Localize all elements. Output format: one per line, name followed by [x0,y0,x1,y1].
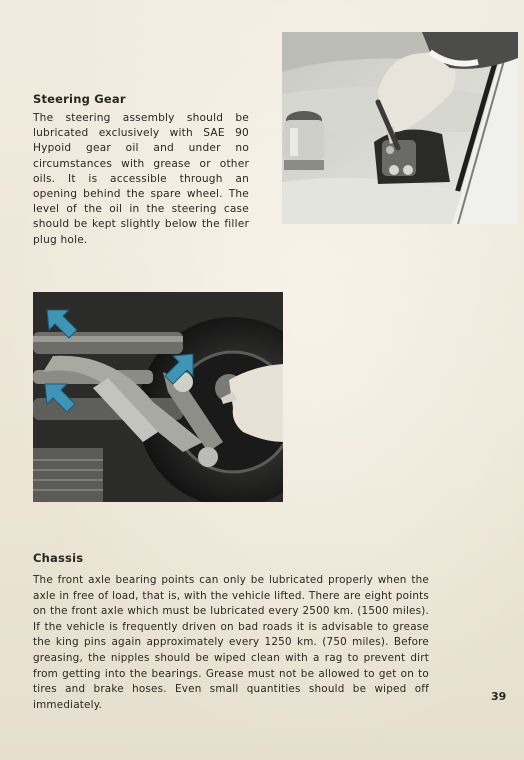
page-number: 39 [491,690,507,703]
steering-gear-paragraph: The steering assembly should be lubricated exclusively with SAE 90 Hypoid gear oil and under no circumstances with grease or other oils. It is accessible through an opening behind the spare wheel. The level of the oil in the steering case should be kept slightly below the filler plug hole. [33,112,249,246]
steering-gear-heading: Steering Gear [33,92,126,106]
chassis-paragraph: The front axle bearing points can only be lubricated properly when the axle in free of load, that is, with the vehicle lifted. There are eight points on the front axle which must be lubricated every 2500 km. (1500 miles). If the vehicle is frequently driven on bad roads it is advisable to grease the king pins again approximately every 1250 km. (750 miles). Before greasing, the nipples should be wiped clean with a rag to prevent dirt from getting into the bearings. Grease must not be allowed to get on to tires and brake hoses. Even small quantities should be wiped off immediately. [33,574,429,711]
chassis-heading: Chassis [33,551,84,565]
front-axle-photo [33,292,283,502]
steering-gear-photo [282,32,518,224]
